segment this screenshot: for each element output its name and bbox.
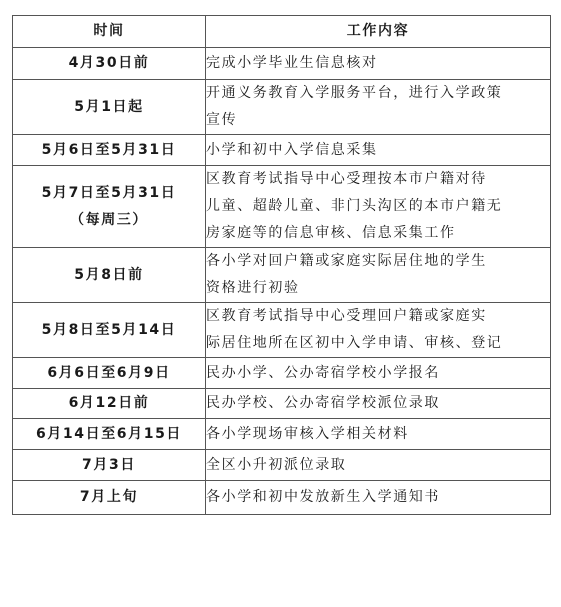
work-content-cell <box>206 80 551 135</box>
work-content-text: 民办学校、公办寄宿学校派位录取 <box>206 395 440 411</box>
table-header-row <box>13 16 551 48</box>
time-text: 4月30日前 <box>68 55 150 71</box>
table-row <box>13 303 551 358</box>
work-content-cell <box>206 248 551 303</box>
table-row <box>13 358 551 389</box>
header-work-content: 工作内容 <box>206 16 551 48</box>
work-content-cell <box>206 419 551 450</box>
work-content-cell <box>206 450 551 481</box>
time-text: 5月6日至5月31日 <box>41 141 177 158</box>
time-cell <box>13 248 206 303</box>
time-cell <box>13 481 206 515</box>
work-content-cell <box>206 481 551 515</box>
time-text: 6月12日前 <box>68 395 150 411</box>
work-content-cell <box>206 48 551 80</box>
work-content-cell <box>206 135 551 166</box>
work-content-text: 区教育考试指导中心受理回户籍或家庭实 <box>206 308 487 324</box>
time-cell <box>13 135 206 166</box>
work-content-text: 小学和初中入学信息采集 <box>206 141 378 158</box>
work-content-cell <box>206 166 551 248</box>
time-cell <box>13 166 206 248</box>
time-text: 6月14日至6月15日 <box>35 425 183 442</box>
schedule-table <box>12 15 551 515</box>
schedule-body <box>13 48 551 515</box>
time-cell <box>13 358 206 389</box>
table-row <box>13 481 551 515</box>
time-text: 5月7日至5月31日 <box>41 184 177 201</box>
time-text: 6月6日至6月9日 <box>47 364 171 381</box>
table-row <box>13 48 551 80</box>
work-content-text: 各小学现场审核入学相关材料 <box>206 425 409 442</box>
work-content-text: 完成小学毕业生信息核对 <box>206 55 378 71</box>
time-cell <box>13 80 206 135</box>
time-cell <box>13 419 206 450</box>
table-row <box>13 135 551 166</box>
time-text: （每周三） <box>70 211 148 228</box>
table-row <box>13 80 551 135</box>
time-text: 5月8日至5月14日 <box>41 321 177 338</box>
work-content-text: 资格进行初验 <box>206 280 300 296</box>
work-content-text: 民办小学、公办寄宿学校小学报名 <box>206 364 440 381</box>
table-row <box>13 389 551 419</box>
work-content-cell <box>206 358 551 389</box>
work-content-text: 全区小升初派位录取 <box>206 456 347 473</box>
work-content-text: 儿童、超龄儿童、非门头沟区的本市户籍无 <box>206 198 503 214</box>
table-row <box>13 166 551 248</box>
work-content-cell <box>206 303 551 358</box>
table-row <box>13 248 551 303</box>
time-text: 5月1日起 <box>74 98 144 115</box>
work-content-text: 际居住地所在区初中入学申请、审核、登记 <box>206 335 503 351</box>
time-cell <box>13 389 206 419</box>
header-time: 时间 <box>13 16 206 48</box>
table-row <box>13 450 551 481</box>
time-text: 7月3日 <box>82 456 136 473</box>
time-cell <box>13 48 206 80</box>
time-text: 7月上旬 <box>79 489 139 505</box>
work-content-text: 各小学和初中发放新生入学通知书 <box>206 489 440 505</box>
work-content-text: 房家庭等的信息审核、信息采集工作 <box>206 225 456 241</box>
work-content-text: 开通义务教育入学服务平台，进行入学政策 <box>206 85 503 101</box>
work-content-text: 宣传 <box>206 112 238 128</box>
time-cell <box>13 450 206 481</box>
time-cell <box>13 303 206 358</box>
work-content-text: 各小学对回户籍或家庭实际居住地的学生 <box>206 253 487 269</box>
work-content-cell <box>206 389 551 419</box>
work-content-text: 区教育考试指导中心受理按本市户籍对待 <box>206 171 487 187</box>
time-text: 5月8日前 <box>74 266 144 283</box>
table-row <box>13 419 551 450</box>
